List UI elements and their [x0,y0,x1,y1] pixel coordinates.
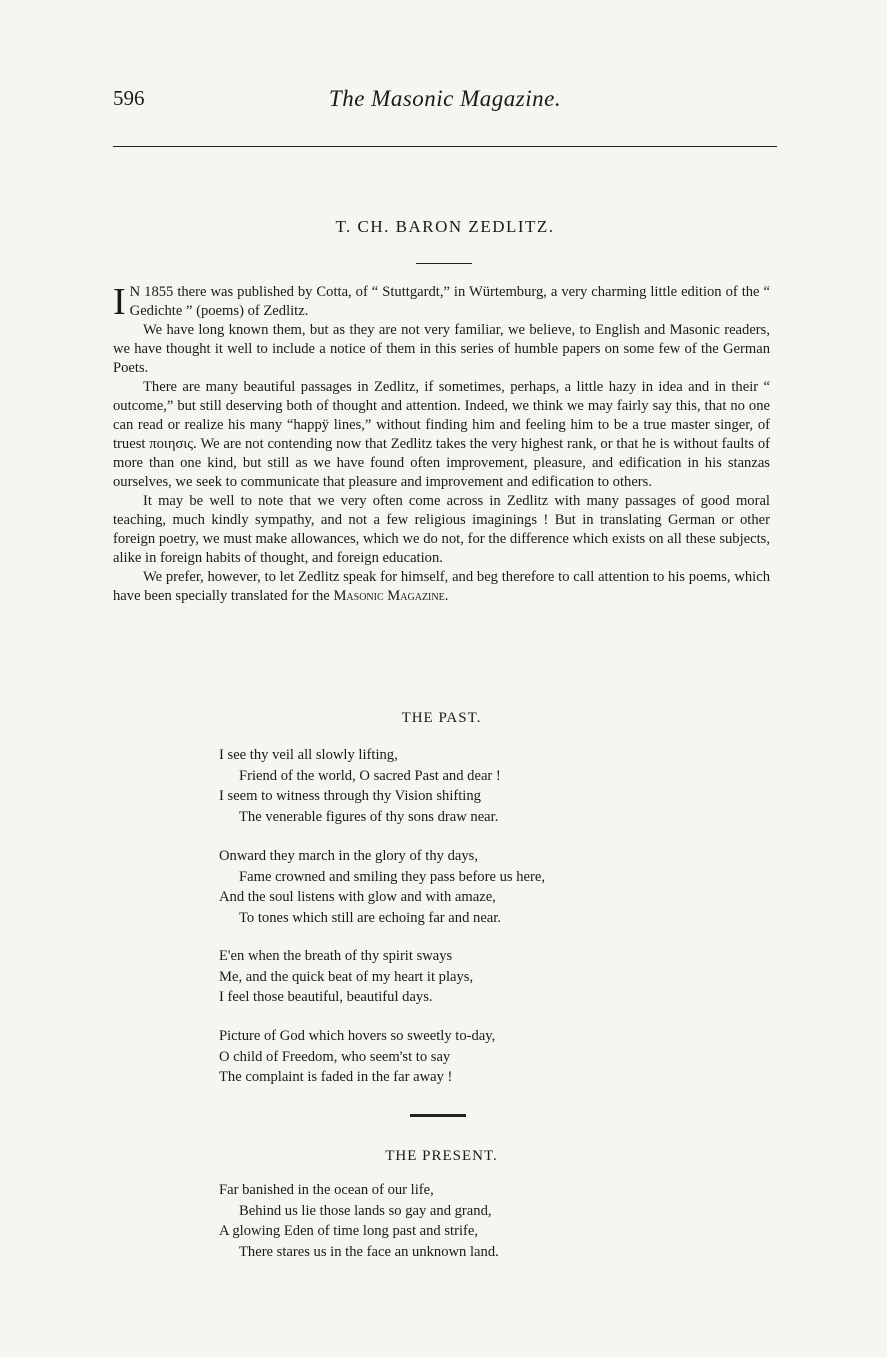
poem-line: A glowing Eden of time long past and strife, [219,1223,478,1239]
paragraph-5-text: We prefer, however, to let Zedlitz speak for himself, and beg therefore to call attention to his poems, which have been specially translated for the [113,569,770,604]
title-divider [416,263,472,264]
article-title: T. CH. BARON ZEDLITZ. [335,217,555,236]
poem-line: E'en when the breath of thy spirit sways [219,948,453,964]
paragraph-3: There are many beautiful passages in Zedlitz, if sometimes, perhaps, a little hazy in idea and in their “ outcome,” but still deserving both of thought and attention. Indeed, we think we may fairly say this, that no one can read or realize his many “happÿ lines,” without finding him and feeling him to be a true master singer, of truest ποιησις. We are not contending now that Zedlitz takes the very highest rank, or that he is without faults of more than one kind, but still as we have found often improvement, pleasure, and edification in his stanzas ourselves, we seek to communicate that pleasure and improvement and edification to others. [113,379,770,490]
past-stanza-3 [219,946,719,1008]
poem-line: There stares us in the face an unknown land. [239,1243,499,1260]
article-body [113,283,770,606]
magazine-name: Masonic Magazine [333,588,445,604]
present-stanza-1 [219,1180,719,1262]
poem-divider [410,1114,466,1117]
poem-line: Onward they march in the glory of thy days, [219,848,478,864]
poem-line: I feel those beautiful, beautiful days. [219,989,433,1005]
poem-line: I see thy veil all slowly lifting, [219,747,398,763]
paragraph-5 [113,568,770,606]
poem-line: And the soul listens with glow and with amaze, [219,889,496,905]
poem-line: I seem to witness through thy Vision shifting [219,788,481,804]
page-header [113,86,777,118]
poem-line: The complaint is faded in the far away ! [219,1069,453,1085]
page-number: 596 [113,86,145,110]
poem-line: Picture of God which hovers so sweetly to-day, [219,1028,496,1044]
poem-title-past: THE PAST. [401,710,482,726]
paragraph-1-text: N 1855 there was published by Cotta, of “ Stuttgardt,” in Würtemburg, a very charming little edition of the “ Gedichte ” (poems) of Zedlitz. [129,284,770,319]
poem-line: Behind us lie those lands so gay and grand, [239,1202,492,1219]
header-rule [113,146,777,147]
paragraph-5-end: . [444,588,449,604]
past-stanza-4 [219,1026,719,1088]
poem-line: Far banished in the ocean of our life, [219,1182,434,1198]
poem-line: O child of Freedom, who seem'st to say [219,1048,451,1065]
paragraph-2: We have long known them, but as they are not very familiar, we believe, to English and Masonic readers, we have thought it well to include a notice of them in this series of humble papers on some few of the German Poets. [113,322,770,376]
running-head: The Masonic Magazine. [328,86,562,111]
poem-line: To tones which still are echoing far and near. [239,909,501,926]
poem-title-present: THE PRESENT. [385,1148,498,1164]
poem-line: Me, and the quick beat of my heart it plays, [219,968,474,985]
paragraph-4: It may be well to note that we very often come across in Zedlitz with many passages of good moral teaching, much kindly sympathy, and not a few religious imaginings ! But in translating German or other foreign poetry, we must make allowances, which we do not, for the difference which exists on all these subjects, alike in foreign habits of thought, and foreign education. [113,493,770,566]
poem-line: Friend of the world, O sacred Past and dear ! [239,767,501,784]
poem-line: The venerable figures of thy sons draw near. [239,808,499,825]
past-stanza-2 [219,846,719,928]
poem-line: Fame crowned and smiling they pass before us here, [239,868,545,885]
drop-cap: I [113,281,126,323]
past-stanza-1 [219,745,719,827]
paragraph-1 [113,283,770,321]
